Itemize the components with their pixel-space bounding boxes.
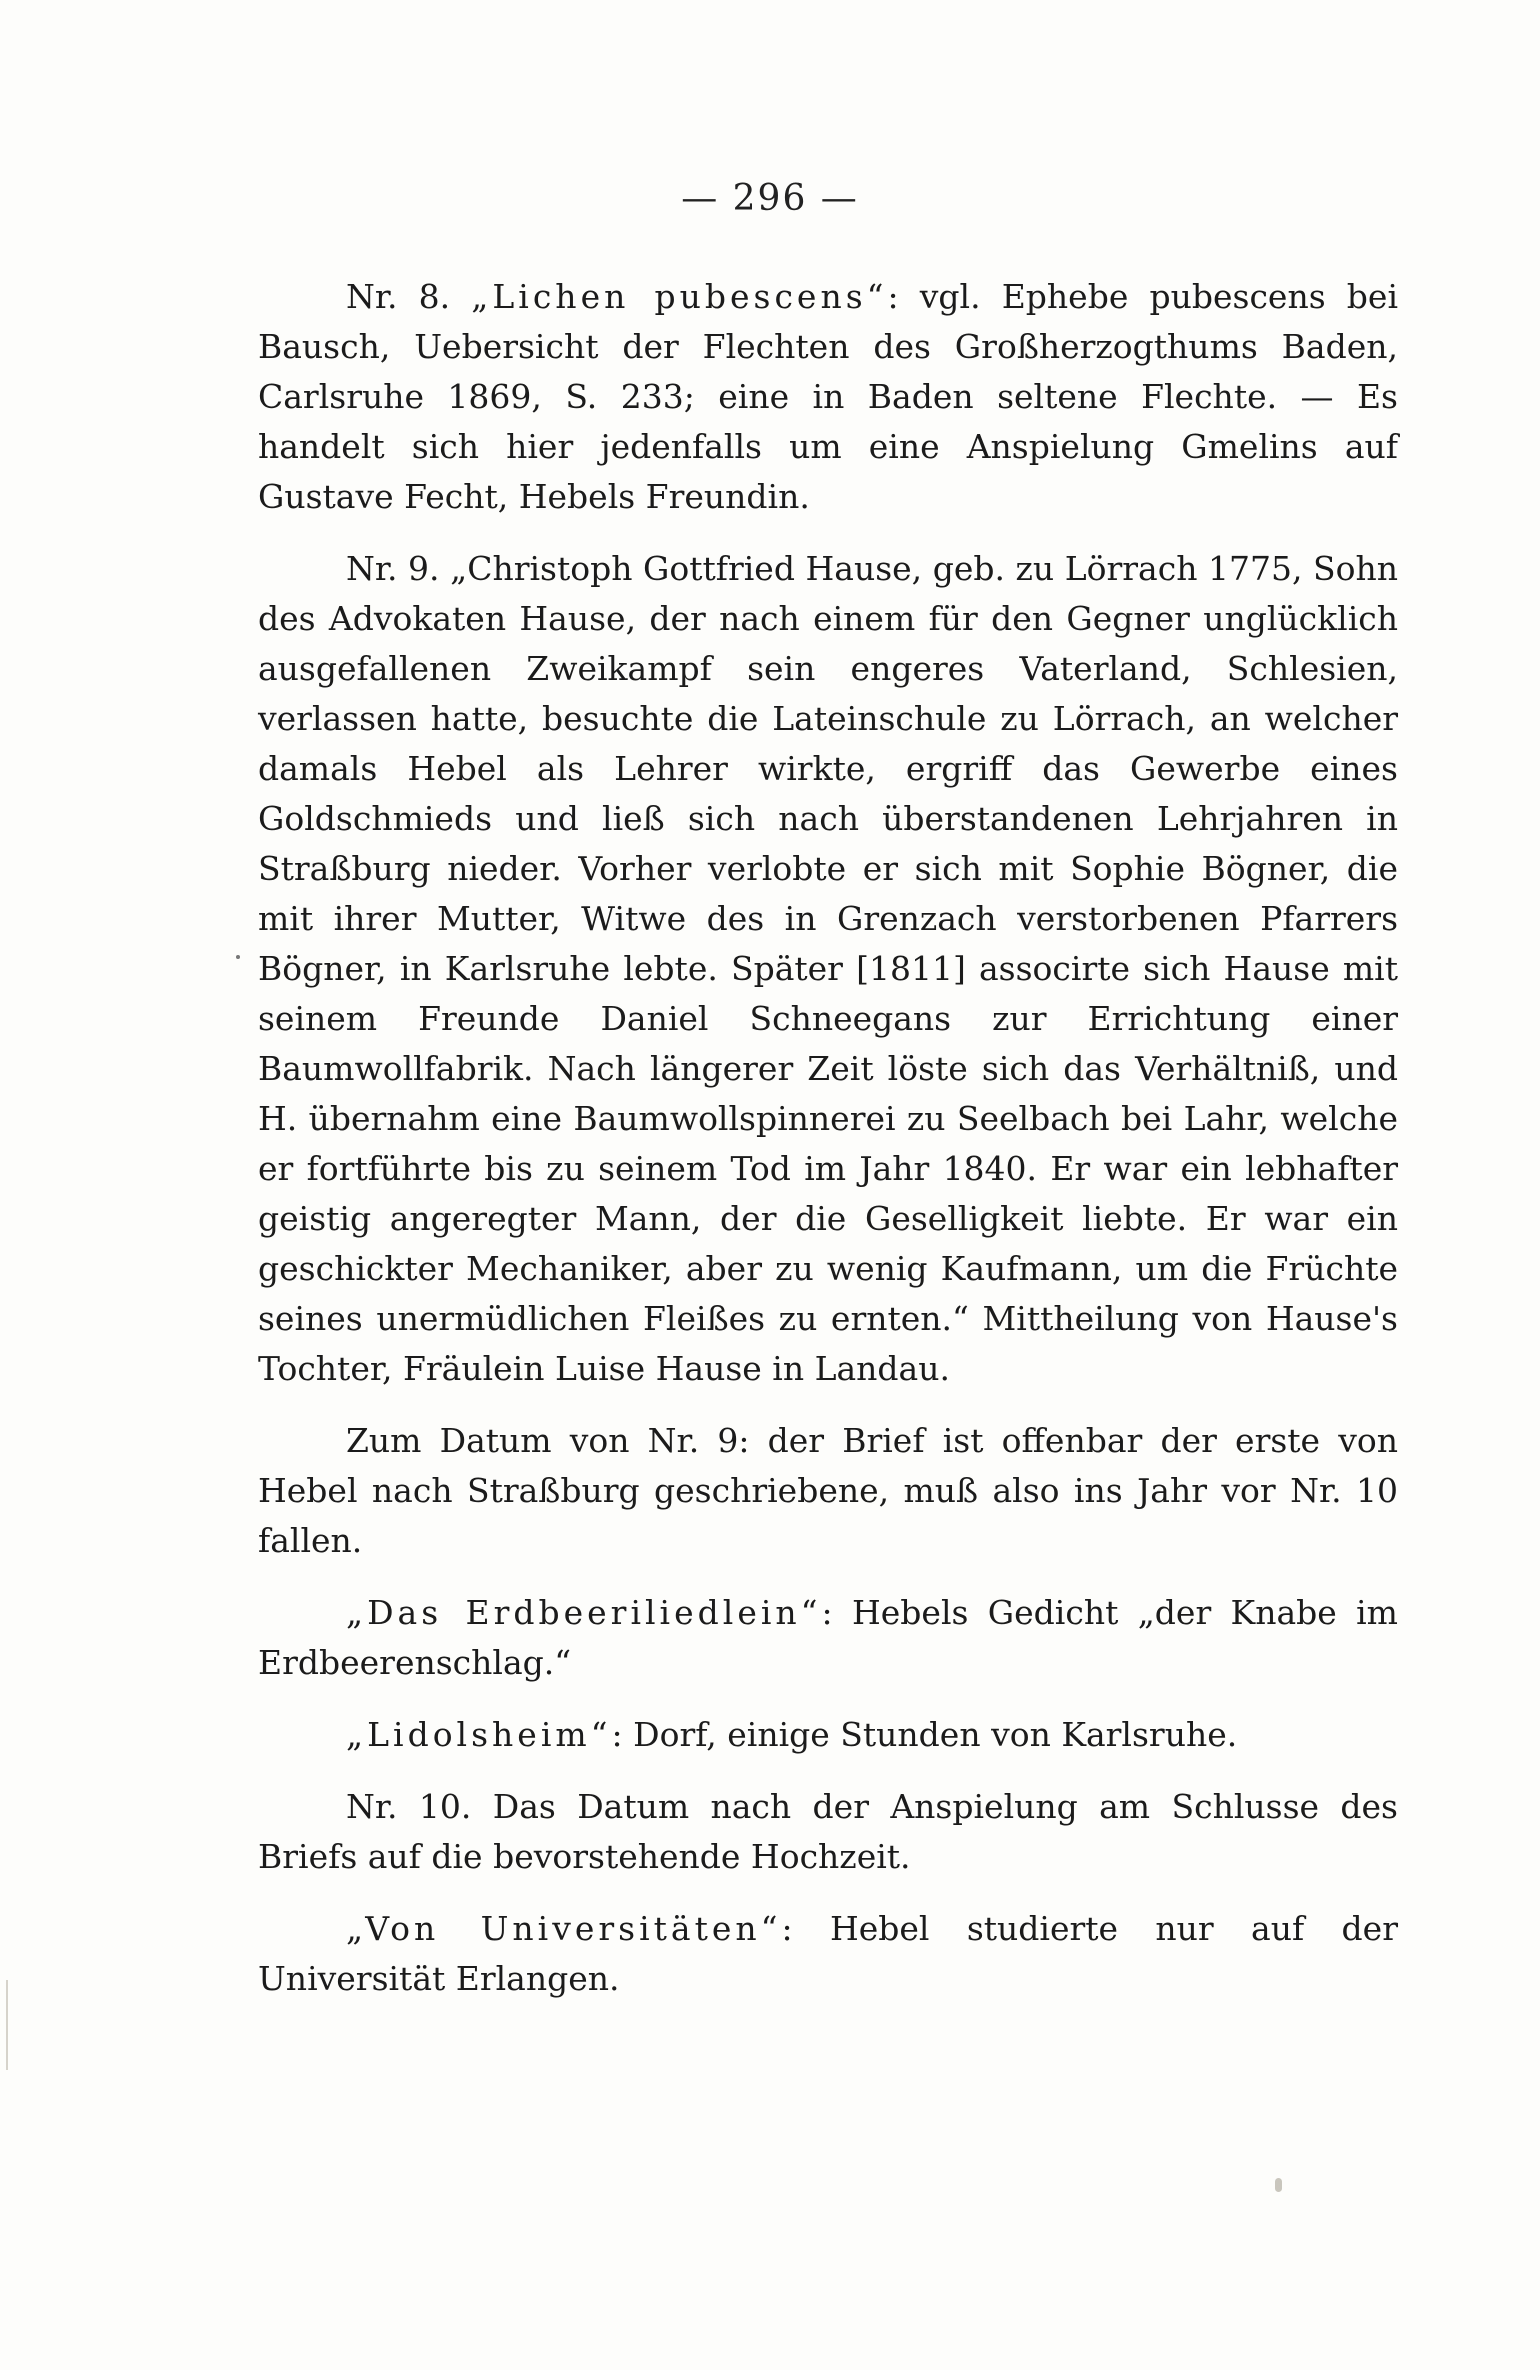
paragraph-text: : vgl. Ephebe pubescens bei Bausch, Uebersicht der Flechten des Großherzogthums Baden, Carlsruhe 1869, S. 233; eine in Baden seltene Flechte. — Es handelt sich hier jedenfalls um eine Anspielung Gmelins auf Gustave Fecht, Hebels Freundin. xyxy=(258,277,1398,516)
quoted-term: „Lichen pubescens“ xyxy=(471,277,888,316)
paragraph-text: : Dorf, einige Stunden von Karlsruhe. xyxy=(611,1715,1238,1754)
paragraph-note-9 xyxy=(258,544,1398,1394)
page-number: — 296 — xyxy=(681,178,859,219)
paragraph-text: Das Datum nach der Anspielung am Schlusse des Briefs auf die bevorstehende Hochzeit. xyxy=(258,1787,1398,1876)
paper-blemish xyxy=(1275,2178,1282,2192)
quoted-term: „Lidolsheim“ xyxy=(346,1715,612,1754)
paragraph-erdbeeriliedlein xyxy=(258,1588,1398,1688)
note-label: Nr. 8. xyxy=(346,277,472,316)
paragraph-date-note-9 xyxy=(258,1416,1398,1566)
ink-speck xyxy=(236,955,240,959)
paragraph-text: Zum Datum von Nr. 9: der Brief ist offenbar der erste von Hebel nach Straßburg geschriebene, muß also ins Jahr vor Nr. 10 fallen. xyxy=(258,1421,1398,1560)
paragraph-text: „Christoph Gottfried Hause, geb. zu Lörrach 1775, Sohn des Advokaten Hause, der nach einem für den Gegner unglücklich ausgefallenen Zweikampf sein engeres Vaterland, Schlesien, verlassen hatte, besuchte die Lateinschule zu Lörrach, an welcher damals Hebel als Lehrer wirkte, ergriff das Gewerbe eines Goldschmieds und ließ sich nach überstandenen Lehrjahren in Straßburg nieder. Vorher verlobte er sich mit Sophie Bögner, die mit ihrer Mutter, Witwe des in Grenzach verstorbenen Pfarrers Bögner, in Karlsruhe lebte. Später [1811] associrte sich Hause mit seinem Freunde Daniel Schneegans zur Errichtung einer Baumwollfabrik. Nach längerer Zeit löste sich das Verhältniß, und H. übernahm eine Baumwollspinnerei zu Seelbach bei Lahr, welche er fortführte bis zu seinem Tod im Jahr 1840. Er war ein lebhafter geistig angeregter Mann, der die Geselligkeit liebte. Er war ein geschickter Mechaniker, aber zu wenig Kaufmann, um die Früchte seines unermüdlichen Fleißes zu ernten.“ Mittheilung von Hause's Tochter, Fräulein Luise Hause in Landau. xyxy=(258,549,1398,1388)
quoted-term: „Das Erdbeeriliedlein“ xyxy=(346,1593,822,1632)
paragraph-text: : Hebel studierte nur auf der Universität Erlangen. xyxy=(258,1909,1398,1998)
note-label: Nr. 10. xyxy=(346,1787,493,1826)
paragraph-universitaeten xyxy=(258,1904,1398,2004)
body-text xyxy=(258,272,1398,2026)
note-label: Nr. 9. xyxy=(346,549,451,588)
scan-edge-mark xyxy=(6,1980,8,2070)
paragraph-note-8 xyxy=(258,272,1398,522)
paragraph-lidolsheim xyxy=(258,1710,1398,1760)
quoted-term: „Von Universitäten“ xyxy=(346,1909,782,1948)
paragraph-note-10 xyxy=(258,1782,1398,1882)
paragraph-text: : Hebels Gedicht „der Knabe im Erdbeerenschlag.“ xyxy=(258,1593,1398,1682)
